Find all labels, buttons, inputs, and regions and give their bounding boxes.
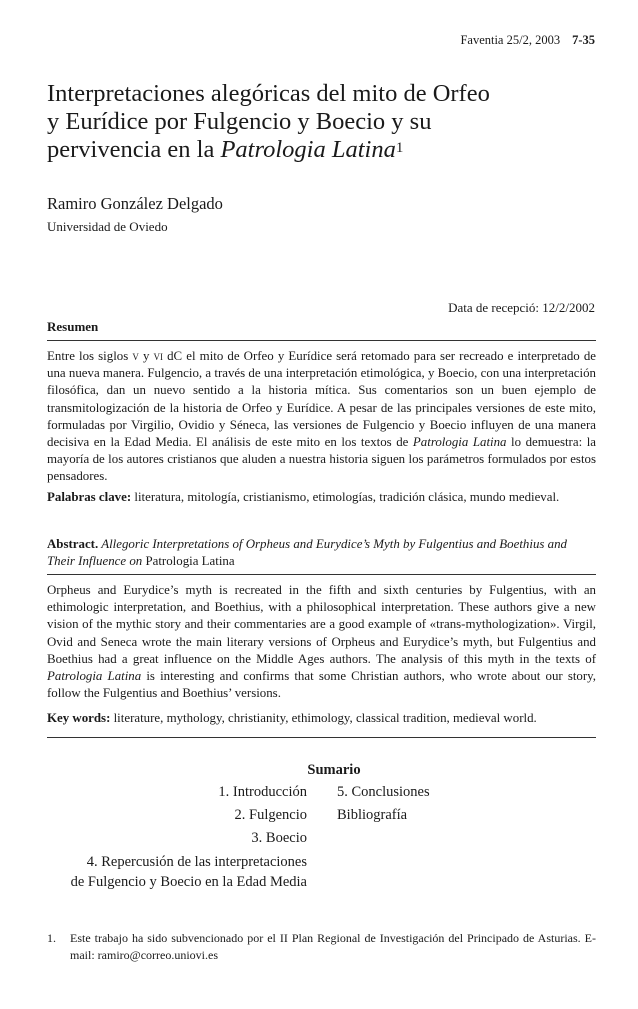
footnote-text: Este trabajo ha sido subvencionado por el II Plan Regional de Investigación del Principado de Asturias. E-mail: ramiro@correo.uniovi.es — [70, 931, 596, 962]
author-affiliation: Universidad de Oviedo — [47, 219, 168, 234]
abstract-heading — [47, 536, 596, 570]
sumario-heading: Sumario — [307, 762, 361, 778]
palabras-clave-list: literatura, mitología, cristianismo, etimologías, tradición clásica, mundo medieval. — [131, 490, 560, 504]
keywords-bottom-rule — [47, 737, 596, 738]
resumen-rule — [47, 340, 596, 341]
footnote-number: 1. — [47, 931, 56, 945]
toc-item-fulgencio: 2. Fulgencio — [234, 807, 307, 823]
page-range: 7-35 — [572, 33, 595, 47]
title-footnote-mark: 1 — [395, 140, 404, 156]
resumen-italic-patrologia: Patrologia Latina — [412, 435, 507, 450]
key-words-label: Key words: — [47, 711, 111, 725]
article-title — [47, 80, 607, 164]
abstract-text-1: Orpheus and Eurydice’s myth is recreated in the fifth and sixth centuries by Fulgentius, with an ethimologic interpretation, and Boethius, with a philosophical interpretation. These authors give a new vision of the mythic story and their commentaries are a good example of «trans-mythologization». Virgil, Ovid and Seneca wrote the main literary versions of Orpheus and Eurydice’s myth, but Fulgentius and Boethius had a great influence on the Middle Ages authors. The analysis of this myth in the texts of — [47, 583, 596, 666]
key-words — [47, 710, 596, 727]
title-line-2: y Eurídice por Fulgencio y Boecio y su — [47, 108, 432, 135]
palabras-clave-label: Palabras clave: — [47, 490, 132, 504]
title-italic-patrologia: Patrologia Latina — [220, 136, 396, 163]
author-name: Ramiro González Delgado — [47, 194, 223, 213]
toc-item-repercusion-line-2: de Fulgencio y Boecio en la Edad Media — [70, 874, 307, 890]
received-date: Data de recepció: 12/2/2002 — [448, 300, 595, 315]
journal-citation: Faventia 25/2, 2003 — [460, 33, 561, 47]
footnote — [47, 930, 596, 964]
running-header — [460, 33, 595, 48]
resumen-text-2: y — [138, 349, 154, 363]
toc-item-repercusion-line-1: 4. Repercusión de las interpretaciones — [86, 854, 307, 870]
toc-item-introduccion: 1. Introducción — [218, 784, 307, 800]
palabras-clave — [47, 489, 596, 506]
resumen-heading: Resumen — [47, 319, 99, 334]
resumen-century-6: vi — [153, 349, 164, 363]
toc-item-conclusiones: 5. Conclusiones — [337, 784, 430, 800]
toc-item-boecio: 3. Boecio — [251, 830, 307, 846]
resumen-text-3: dC el mito de Orfeo y Eurídice será retomado para ser recreado e interpretado de una nueva manera. Fulgencio, a través de una interpretación etimológica, y Boecio, con una interpretación filosófica, dan un nuevo sentido a la historia mítica. Sus comentarios son un buen ejemplo de transmitologización de la historia de Orfeo y Eurídice. A pesar de las principales versiones de este mito, formuladas por Virgilio, Ovidio y Séneca, las versiones de Fulgencio y Boecio influyen de una manera decisiva en la Edad Media. El análisis de este mito en los textos de — [47, 349, 597, 450]
abstract-text-2: is interesting and confirms that some Christian authors, who wrote about our story, follow the Fulgentius and Boethius’ versions. — [47, 669, 596, 701]
key-words-list: literature, mythology, christianity, ethimology, classical tradition, medieval world. — [110, 711, 537, 725]
abstract-paragraph — [47, 582, 596, 702]
resumen-century-5: v — [132, 349, 139, 363]
abstract-rule — [47, 574, 596, 575]
resumen-paragraph — [47, 348, 596, 486]
abstract-label: Abstract. — [47, 537, 99, 551]
title-line-3: pervivencia en la — [47, 136, 221, 163]
resumen-text-1: Entre los siglos — [47, 349, 133, 363]
title-line-1: Interpretaciones alegóricas del mito de Orfeo — [47, 80, 490, 107]
abstract-title-italic: Allegoric Interpretations of Orpheus and Eurydice’s Myth by Fulgentius and Boethius and Their Influence on — [47, 537, 567, 569]
resumen-text-4: lo demuestra: la mayoría de los autores cristianos que aluden a nuestra historia siguen los parámetros formulados por estos pensadores. — [47, 435, 596, 484]
abstract-title-rest: Patrologia Latina — [142, 554, 235, 569]
abstract-italic-patrologia: Patrologia Latina — [47, 669, 142, 684]
toc-item-bibliografia: Bibliografía — [337, 807, 408, 823]
